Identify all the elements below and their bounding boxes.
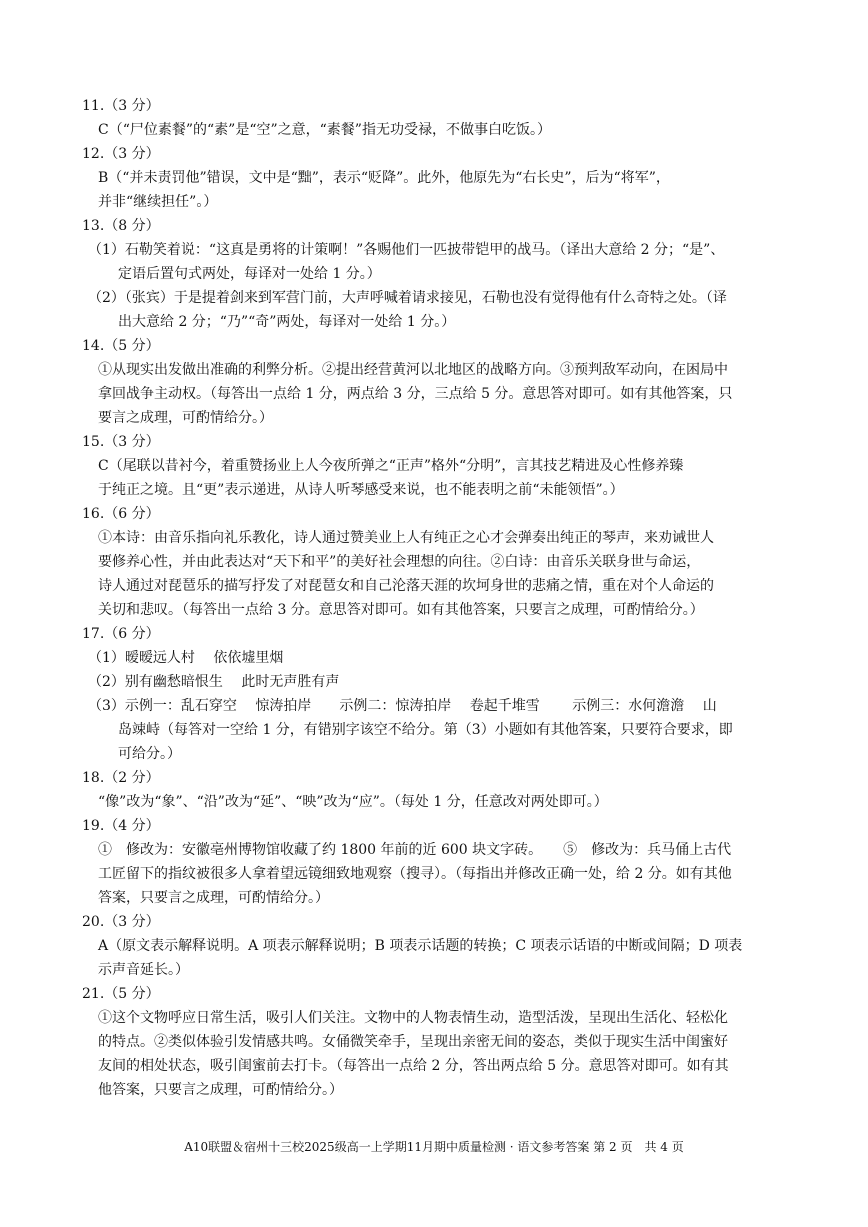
answer-text: ①这个文物呼应日常生活，吸引人们关注。文物中的人物表情生动，造型活泼，呈现出生活化、轻松化 bbox=[98, 1010, 728, 1026]
question-number: 18.（2 分） bbox=[82, 770, 160, 786]
answer-continuation: 定语后置句式两处，每译对一处给 1 分。） bbox=[118, 266, 381, 282]
answer-text: 拿回战争主动权。（每答出一点给 1 分，两点给 3 分，三点给 5 分。意思答对即可。如有其他答案，只 bbox=[98, 386, 733, 402]
question-number: 15.（3 分） bbox=[82, 434, 160, 450]
sub-answer-text: （1）石勒笑着说：“这真是勇将的计策啊！”各赐他们一匹披带铠甲的战马。（译出大意给 2 分；“是”、 bbox=[88, 242, 725, 258]
answer-text: C（尾联以昔衬今，着重赞扬业上人今夜所弹之“正声”格外“分明”，言其技艺精进及心性修养臻 bbox=[98, 458, 684, 474]
answer-continuation: 岛竦峙（每答对一空给 1 分，有错别字该空不给分。第（3）小题如有其他答案，只要符合要求，即 bbox=[118, 722, 733, 738]
question-number: 11.（3 分） bbox=[82, 98, 160, 114]
answer-text: ①从现实出发做出准确的利弊分析。②提出经营黄河以北地区的战略方向。③预判敌军动向，在困局中 bbox=[98, 362, 728, 378]
sub-answer-text: （2）（张宾）于是提着剑来到军营门前，大声呼喊着请求接见，石勒也没有觉得他有什么奇特之处。（译 bbox=[88, 290, 727, 306]
answer-text: ①本诗：由音乐指向礼乐教化，诗人通过赞美业上人有纯正之心才会弹奏出纯正的琴声，来劝诫世人 bbox=[98, 530, 714, 546]
answer-text: 友间的相处状态，吸引闺蜜前去打卡。（每答出一点给 2 分，答出两点给 5 分。意思答对即可。如有其 bbox=[98, 1058, 729, 1074]
question-number: 19.（4 分） bbox=[82, 818, 160, 834]
answer-continuation: 出大意给 2 分；“乃”“奇”两处，每译对一处给 1 分。） bbox=[118, 314, 456, 330]
answer-text: 诗人通过对琵琶乐的描写抒发了对琵琶女和自己沦落天涯的坎坷身世的悲痛之情，重在对个人命运的 bbox=[98, 578, 714, 594]
question-number: 14.（5 分） bbox=[82, 338, 160, 354]
answer-text: C（“尸位素餐”的“素”是“空”之意，“素餐”指无功受禄，不做事白吃饭。） bbox=[98, 122, 551, 138]
sub-answer-text: （3）示例一：乱石穿空 惊涛拍岸 示例二：惊涛拍岸 卷起千堆雪 示例三：水何澹澹 山 bbox=[88, 698, 717, 714]
answer-text: 工匠留下的指纹被很多人拿着望远镜细致地观察（搜寻）。（每指出并修改正确一处，给 2 分。如有其他 bbox=[98, 866, 732, 882]
answer-text: “像”改为“象”、“沿”改为“延”、“映”改为“应”。（每处 1 分，任意改对两处即可。） bbox=[98, 794, 608, 810]
question-number: 12.（3 分） bbox=[82, 146, 160, 162]
sub-answer-text: （2）别有幽愁暗恨生 此时无声胜有声 bbox=[88, 674, 340, 690]
answer-text: 他答案，只要言之成理，可酌情给分。） bbox=[98, 1082, 343, 1098]
answer-text: 并非“继续担任”。） bbox=[98, 194, 218, 210]
question-number: 20.（3 分） bbox=[82, 914, 160, 930]
answer-text: 要言之成理，可酌情给分。） bbox=[98, 410, 273, 426]
answer-text: B（“并未责罚他”错误，文中是“黜”，表示“贬降”。此外，他原先为“右长史”，后为“将军”， bbox=[98, 170, 670, 186]
answer-text: 的特点。②类似体验引发情感共鸣。女俑微笑牵手，呈现出亲密无间的姿态，类似于现实生活中闺蜜好 bbox=[98, 1034, 728, 1050]
answer-text: 于纯正之境。且“更”表示递进，从诗人听琴感受来说，也不能表明之前“未能领悟”。） bbox=[98, 482, 624, 498]
answer-text: ① 修改为：安徽亳州博物馆收藏了约 1800 年前的近 600 块文字砖。 ⑤ 修改为：兵马俑上古代 bbox=[98, 842, 732, 858]
page-footer: A10联盟＆宿州十三校2025级高一上学期11月期中质量检测 · 语文参考答案 第 2 页 共 4 页 bbox=[184, 1140, 684, 1154]
question-number: 21.（5 分） bbox=[82, 986, 160, 1002]
question-number: 17.（6 分） bbox=[82, 626, 160, 642]
sub-answer-text: （1）暧暧远人村 依依墟里烟 bbox=[88, 650, 284, 666]
answer-continuation: 可给分。） bbox=[118, 746, 181, 762]
question-number: 13.（8 分） bbox=[82, 218, 160, 234]
answer-text: 关切和悲叹。（每答出一点给 3 分。意思答对即可。如有其他答案，只要言之成理，可酌情给分。） bbox=[98, 602, 704, 618]
answer-text: A（原文表示解释说明。A 项表示解释说明；B 项表示话题的转换；C 项表示话语的中断或间隔；D 项表 bbox=[98, 938, 743, 954]
answer-text: 示声音延长。） bbox=[98, 962, 189, 978]
question-number: 16.（6 分） bbox=[82, 506, 160, 522]
answer-text: 答案，只要言之成理，可酌情给分。） bbox=[98, 890, 329, 906]
answer-text: 要修养心性，并由此表达对“天下和平”的美好社会理想的向往。②白诗：由音乐关联身世与命运， bbox=[98, 554, 701, 570]
